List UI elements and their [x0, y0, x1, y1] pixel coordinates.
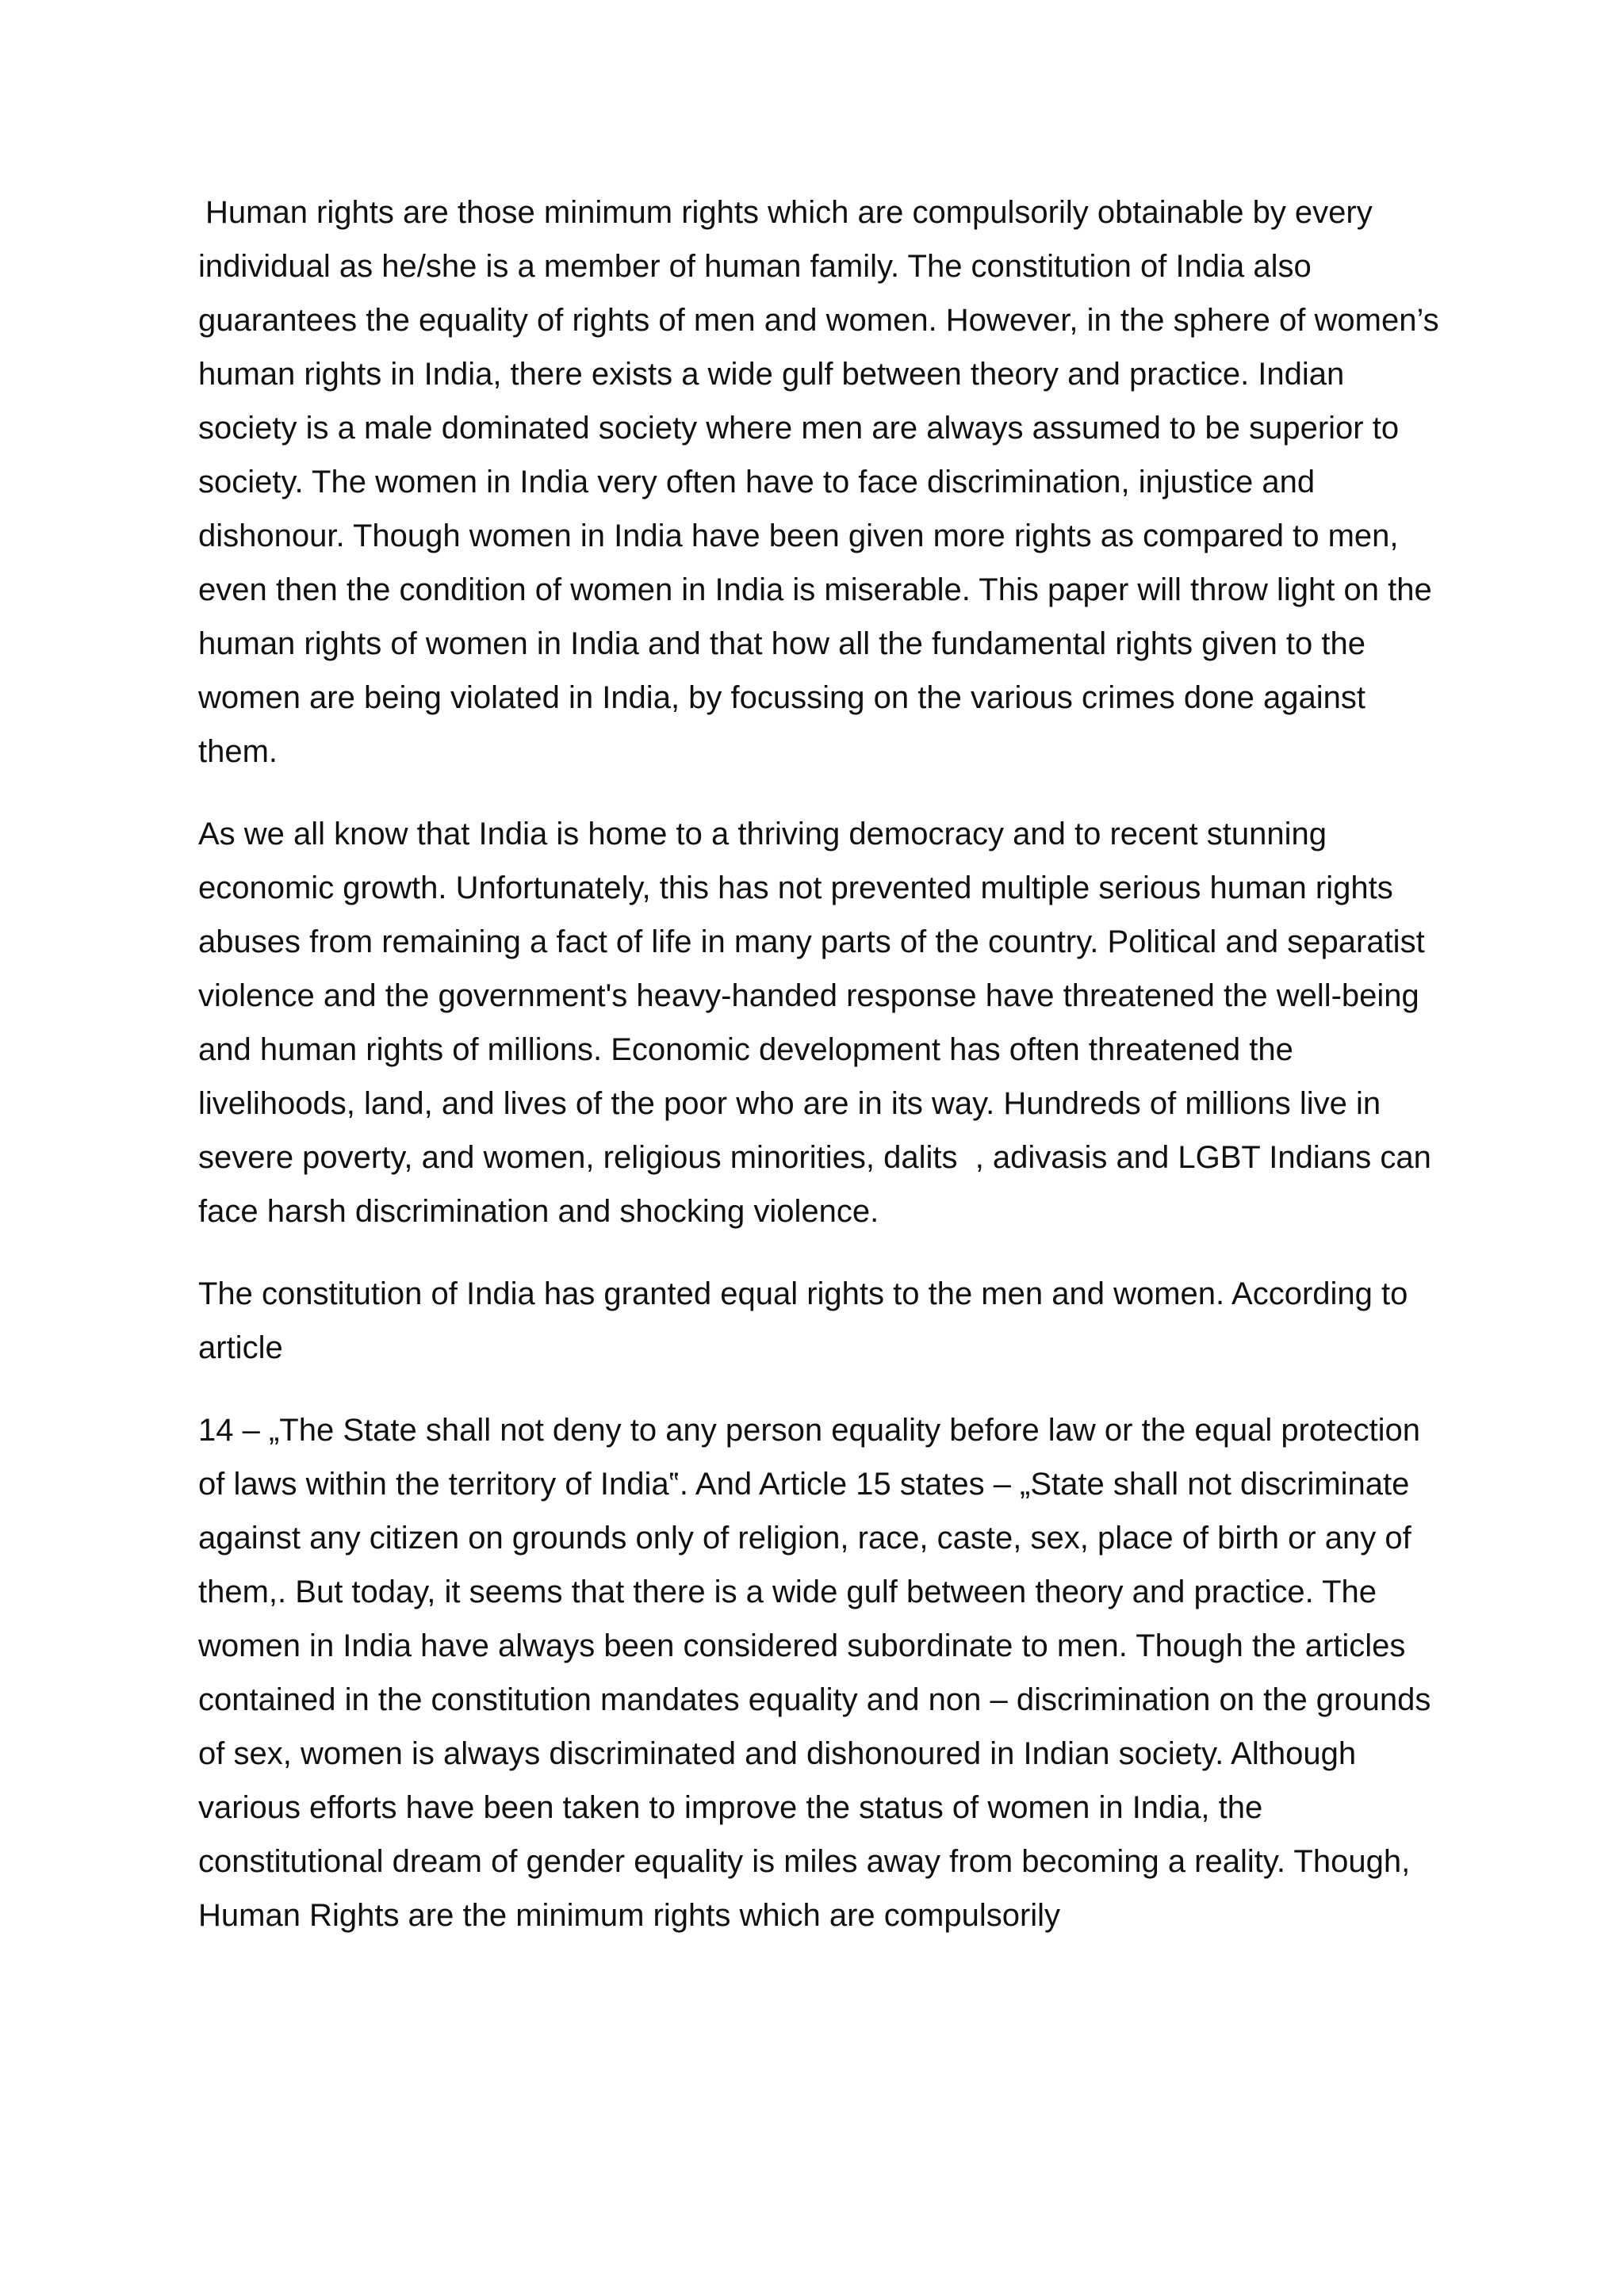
paragraph-4: 14 – „The State shall not deny to any person equality before law or the equal protection of laws within the territory of India‟. And Article 15 states – „State shall not discriminate against any citizen on grounds only of religion, race, caste, sex, place of birth or any of them,. But today, it seems that there is a wide gulf between theory and practice. The women in India have always been considered subordinate to men. Though the articles contained in the constitution mandates equality and non – discrimination on the grounds of sex, women is always discriminated and dishonoured in Indian society. Although various efforts have been taken to improve the status of women in India, the constitutional dream of gender equality is miles away from becoming a reality. Though, Human Rights are the minimum rights which are compulsorily [198, 1413, 1440, 1933]
paragraph-2: As we all know that India is home to a thriving democracy and to recent stunning economic growth. Unfortunately, this has not prevented multiple serious human rights abuses from remaining a fact of life in many parts of the country. Political and separatist violence and the government's heavy-handed response have threatened the well-being and human rights of millions. Economic development has often threatened the livelihoods, land, and lives of the poor who are in its way. Hundreds of millions live in severe poverty, and women, religious minorities, dalits , adivasis and LGBT Indians can face harsh discrimination and shocking violence. [198, 817, 1440, 1229]
paragraph-3: The constitution of India has granted equal rights to the men and women. According to article [198, 1276, 1417, 1365]
paragraph-1: Human rights are those minimum rights which are compulsorily obtainable by every individual as he/she is a member of human family. The constitution of India also guarantees the equality of rights of men and women. However, in the sphere of women’s human rights in India, there exists a wide gulf between theory and practice. Indian society is a male dominated society where men are always assumed to be superior to society. The women in India very often have to face discrimination, injustice and dishonour. Though women in India have been given more rights as compared to men, even then the condition of women in India is miserable. This paper will throw light on the human rights of women in India and that how all the fundamental rights given to the women are being violated in India, by focussing on the various crimes done against them. [198, 195, 1448, 769]
document-body [198, 186, 1448, 1971]
